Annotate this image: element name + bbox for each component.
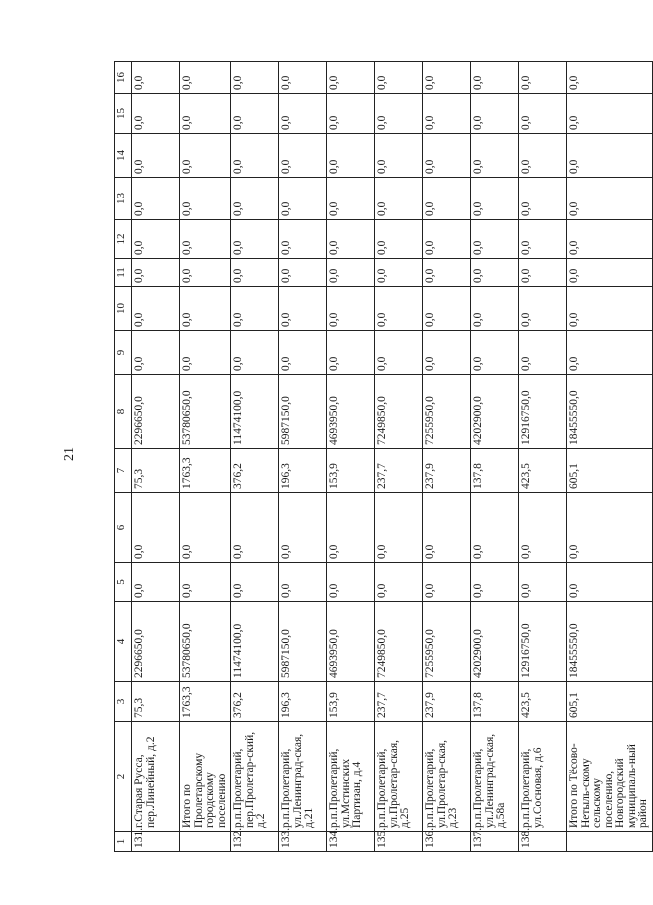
col9-cell: 0,0: [180, 331, 231, 375]
address-cell: р.п.Пролетарий, ул.Пролетар-ская, д.25: [375, 722, 423, 832]
col13-cell: 0,0: [519, 178, 567, 220]
column-number-row: [115, 62, 132, 852]
col12-cell: 0,0: [132, 220, 180, 259]
col5-cell: 0,0: [327, 563, 375, 602]
col9-cell: 0,0: [471, 331, 519, 375]
col5-cell: 0,0: [519, 563, 567, 602]
col12-cell: 0,0: [231, 220, 279, 259]
col15-cell: 0,0: [279, 94, 327, 134]
column-number-cell: 3: [115, 682, 132, 722]
col6-cell: 0,0: [327, 493, 375, 563]
row-number-cell: 135.: [375, 832, 423, 852]
col15-cell: 0,0: [423, 94, 471, 134]
column-number-cell: 7: [115, 449, 132, 493]
col7-area-cell: 1763,3: [180, 449, 231, 493]
table-row: [567, 62, 653, 852]
col7-area-cell: 153,9: [327, 449, 375, 493]
col7-area-cell: 605,1: [567, 449, 653, 493]
column-number-cell: 11: [115, 259, 132, 287]
col16-cell: 0,0: [132, 62, 180, 94]
column-number-cell: 16: [115, 62, 132, 94]
col9-cell: 0,0: [327, 331, 375, 375]
area-cell: 137,8: [471, 682, 519, 722]
row-number-cell: 132.: [231, 832, 279, 852]
row-number-cell: 138.: [519, 832, 567, 852]
col7-area-cell: 237,9: [423, 449, 471, 493]
col15-cell: 0,0: [132, 94, 180, 134]
col10-cell: 0,0: [327, 287, 375, 331]
row-number-cell: 136.: [423, 832, 471, 852]
col10-cell: 0,0: [132, 287, 180, 331]
table-row: [132, 62, 180, 852]
table-row: [423, 62, 471, 852]
address-cell: р.п.Пролетарий, ул.Мстинских Партизан, д.4: [327, 722, 375, 832]
col11-cell: 0,0: [279, 259, 327, 287]
col11-cell: 0,0: [471, 259, 519, 287]
col13-cell: 0,0: [231, 178, 279, 220]
area-cell: 75,3: [132, 682, 180, 722]
col11-cell: 0,0: [327, 259, 375, 287]
area-cell: 153,9: [327, 682, 375, 722]
total-cost-cell: 5987150,0: [279, 602, 327, 682]
column-number-cell: 15: [115, 94, 132, 134]
area-cell: 237,9: [423, 682, 471, 722]
col6-cell: 0,0: [567, 493, 653, 563]
col13-cell: 0,0: [375, 178, 423, 220]
total-cost-cell: 7249850,0: [375, 602, 423, 682]
rotated-table-wrapper: [114, 62, 649, 852]
total-cost-cell: 18455550,0: [567, 602, 653, 682]
col12-cell: 0,0: [279, 220, 327, 259]
area-cell: 376,2: [231, 682, 279, 722]
col11-cell: 0,0: [231, 259, 279, 287]
address-cell: р.п.Пролетарий, ул.Пролетар-ская, д.23: [423, 722, 471, 832]
col13-cell: 0,0: [567, 178, 653, 220]
col6-cell: 0,0: [279, 493, 327, 563]
col10-cell: 0,0: [375, 287, 423, 331]
col5-cell: 0,0: [471, 563, 519, 602]
housing-program-table: [114, 61, 653, 852]
page-number: 21: [62, 447, 77, 461]
address-cell: р.п.Пролетарий, ул.Сосновая, д.6: [519, 722, 567, 832]
col8-cost-cell: 18455550,0: [567, 375, 653, 449]
total-cost-cell: 7255950,0: [423, 602, 471, 682]
col8-cost-cell: 12916750,0: [519, 375, 567, 449]
col16-cell: 0,0: [471, 62, 519, 94]
column-number-cell: 4: [115, 602, 132, 682]
col7-area-cell: 423,5: [519, 449, 567, 493]
row-number-cell: 134.: [327, 832, 375, 852]
row-number-cell: [567, 832, 653, 852]
col12-cell: 0,0: [471, 220, 519, 259]
col15-cell: 0,0: [375, 94, 423, 134]
col15-cell: 0,0: [567, 94, 653, 134]
table-row: [519, 62, 567, 852]
col14-cell: 0,0: [327, 134, 375, 178]
col11-cell: 0,0: [567, 259, 653, 287]
col7-area-cell: 137,8: [471, 449, 519, 493]
total-cost-cell: 11474100,0: [231, 602, 279, 682]
col8-cost-cell: 7249850,0: [375, 375, 423, 449]
col12-cell: 0,0: [375, 220, 423, 259]
col14-cell: 0,0: [132, 134, 180, 178]
col14-cell: 0,0: [519, 134, 567, 178]
col6-cell: 0,0: [519, 493, 567, 563]
column-number-cell: 10: [115, 287, 132, 331]
col6-cell: 0,0: [375, 493, 423, 563]
col11-cell: 0,0: [423, 259, 471, 287]
col10-cell: 0,0: [471, 287, 519, 331]
col14-cell: 0,0: [279, 134, 327, 178]
col13-cell: 0,0: [327, 178, 375, 220]
col8-cost-cell: 2296650,0: [132, 375, 180, 449]
address-cell: Итого по Пролетарскому городскому поселению: [180, 722, 231, 832]
col7-area-cell: 75,3: [132, 449, 180, 493]
row-number-cell: 133.: [279, 832, 327, 852]
area-cell: 237,7: [375, 682, 423, 722]
col9-cell: 0,0: [567, 331, 653, 375]
col16-cell: 0,0: [180, 62, 231, 94]
col15-cell: 0,0: [471, 94, 519, 134]
column-number-cell: 8: [115, 375, 132, 449]
col11-cell: 0,0: [519, 259, 567, 287]
col12-cell: 0,0: [327, 220, 375, 259]
col14-cell: 0,0: [375, 134, 423, 178]
col5-cell: 0,0: [375, 563, 423, 602]
col9-cell: 0,0: [423, 331, 471, 375]
table-row: [327, 62, 375, 852]
col5-cell: 0,0: [279, 563, 327, 602]
col16-cell: 0,0: [327, 62, 375, 94]
col10-cell: 0,0: [519, 287, 567, 331]
col16-cell: 0,0: [279, 62, 327, 94]
col6-cell: 0,0: [231, 493, 279, 563]
col5-cell: 0,0: [180, 563, 231, 602]
address-cell: р.п.Пролетарий, пер.Пролетар-ский, д.2: [231, 722, 279, 832]
col15-cell: 0,0: [327, 94, 375, 134]
col8-cost-cell: 5987150,0: [279, 375, 327, 449]
col10-cell: 0,0: [231, 287, 279, 331]
col8-cost-cell: 11474100,0: [231, 375, 279, 449]
col15-cell: 0,0: [231, 94, 279, 134]
col5-cell: 0,0: [132, 563, 180, 602]
col13-cell: 0,0: [132, 178, 180, 220]
col9-cell: 0,0: [132, 331, 180, 375]
col14-cell: 0,0: [423, 134, 471, 178]
col6-cell: 0,0: [132, 493, 180, 563]
col7-area-cell: 376,2: [231, 449, 279, 493]
col9-cell: 0,0: [279, 331, 327, 375]
area-cell: 1763,3: [180, 682, 231, 722]
col9-cell: 0,0: [231, 331, 279, 375]
col8-cost-cell: 4202900,0: [471, 375, 519, 449]
col14-cell: 0,0: [567, 134, 653, 178]
col7-area-cell: 237,7: [375, 449, 423, 493]
column-number-cell: 6: [115, 493, 132, 563]
col13-cell: 0,0: [471, 178, 519, 220]
address-cell: г.Старая Русса, пер.Линейный, д.2: [132, 722, 180, 832]
col13-cell: 0,0: [279, 178, 327, 220]
address-cell: р.п.Пролетарий, ул.Ленинград-ская, д.21: [279, 722, 327, 832]
col12-cell: 0,0: [519, 220, 567, 259]
col14-cell: 0,0: [180, 134, 231, 178]
col16-cell: 0,0: [567, 62, 653, 94]
area-cell: 196,3: [279, 682, 327, 722]
column-number-cell: 9: [115, 331, 132, 375]
area-cell: 423,5: [519, 682, 567, 722]
total-cost-cell: 53780650,0: [180, 602, 231, 682]
table-row: [231, 62, 279, 852]
col15-cell: 0,0: [180, 94, 231, 134]
col12-cell: 0,0: [180, 220, 231, 259]
col12-cell: 0,0: [567, 220, 653, 259]
col15-cell: 0,0: [519, 94, 567, 134]
col9-cell: 0,0: [519, 331, 567, 375]
col16-cell: 0,0: [423, 62, 471, 94]
column-number-cell: 12: [115, 220, 132, 259]
row-number-cell: 137.: [471, 832, 519, 852]
table-body: [115, 62, 653, 852]
col7-area-cell: 196,3: [279, 449, 327, 493]
area-cell: 605,1: [567, 682, 653, 722]
col6-cell: 0,0: [471, 493, 519, 563]
column-number-cell: 13: [115, 178, 132, 220]
col11-cell: 0,0: [180, 259, 231, 287]
col13-cell: 0,0: [423, 178, 471, 220]
col5-cell: 0,0: [423, 563, 471, 602]
col11-cell: 0,0: [132, 259, 180, 287]
table-row: [375, 62, 423, 852]
col14-cell: 0,0: [471, 134, 519, 178]
col5-cell: 0,0: [231, 563, 279, 602]
col10-cell: 0,0: [180, 287, 231, 331]
col5-cell: 0,0: [567, 563, 653, 602]
col6-cell: 0,0: [180, 493, 231, 563]
row-number-cell: [180, 832, 231, 852]
table-row: [279, 62, 327, 852]
col8-cost-cell: 53780650,0: [180, 375, 231, 449]
col11-cell: 0,0: [375, 259, 423, 287]
col16-cell: 0,0: [375, 62, 423, 94]
address-cell: р.п.Пролетарий, ул.Ленинград-ская, д.58а: [471, 722, 519, 832]
col12-cell: 0,0: [423, 220, 471, 259]
col13-cell: 0,0: [180, 178, 231, 220]
col6-cell: 0,0: [423, 493, 471, 563]
total-cost-cell: 12916750,0: [519, 602, 567, 682]
col8-cost-cell: 7255950,0: [423, 375, 471, 449]
col10-cell: 0,0: [567, 287, 653, 331]
col10-cell: 0,0: [423, 287, 471, 331]
column-number-cell: 2: [115, 722, 132, 832]
total-cost-cell: 4693950,0: [327, 602, 375, 682]
col16-cell: 0,0: [519, 62, 567, 94]
col9-cell: 0,0: [375, 331, 423, 375]
col16-cell: 0,0: [231, 62, 279, 94]
col10-cell: 0,0: [279, 287, 327, 331]
col14-cell: 0,0: [231, 134, 279, 178]
address-cell: Итого по Тёсово-Нетыль-скому сельскому поселению, Новгородский муниципаль-ный район: [567, 722, 653, 832]
table-row: [471, 62, 519, 852]
total-cost-cell: 2296650,0: [132, 602, 180, 682]
column-number-cell: 14: [115, 134, 132, 178]
col8-cost-cell: 4693950,0: [327, 375, 375, 449]
row-number-cell: 131.: [132, 832, 180, 852]
total-cost-cell: 4202900,0: [471, 602, 519, 682]
column-number-cell: 5: [115, 563, 132, 602]
table-row: [180, 62, 231, 852]
column-number-cell: 1: [115, 832, 132, 852]
